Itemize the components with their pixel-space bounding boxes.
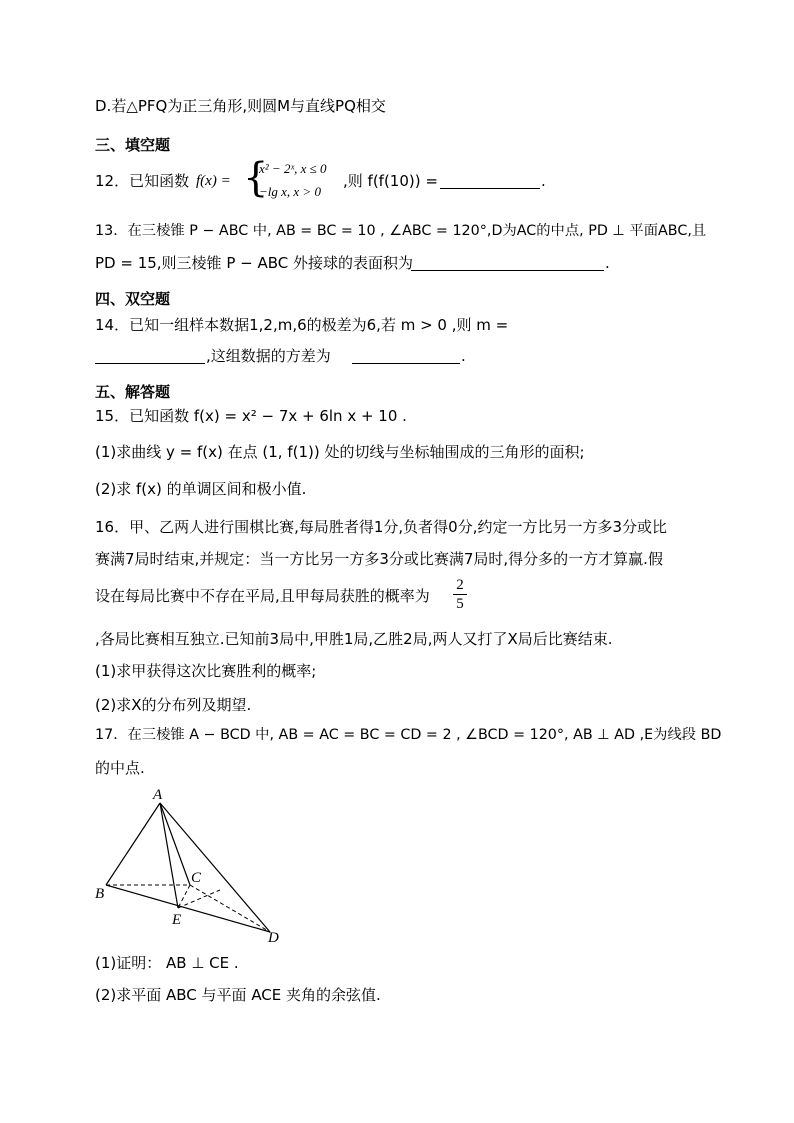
vertex-label-c: C [191,870,202,886]
q16-fraction-numerator: 2 [453,576,467,595]
section-heading-fill-in: 三、填空题 [95,136,171,154]
vertex-label-d: D [268,930,279,945]
q15-part-2: (2)求 f(x) 的单调区间和极小值. [95,480,307,498]
vertex-label-b: B [95,886,105,902]
q15-stem: 15．已知函数 f(x) = x² − 7x + 6ln x + 10 . [95,407,407,425]
q13-answer-blank[interactable] [411,254,604,271]
q12-case-2: −lg x, x > 0 [259,184,321,199]
q12-prefix: 12．已知函数 [95,172,190,190]
q16-line-1: 16．甲、乙两人进行围棋比赛,每局胜者得1分,负者得0分,约定一方比另一方多3分或比 [95,518,668,536]
q14-mid: ,这组数据的方差为 [206,347,331,365]
q16-fraction [453,576,467,613]
edge-bd [106,885,270,932]
q17-part-2: (2)求平面 ABC 与平面 ACE 夹角的余弦值. [95,986,381,1004]
q14-answer-blank-2[interactable] [352,347,460,364]
q14-answer-blank-1[interactable] [95,347,205,364]
q16-fraction-denominator: 5 [456,596,464,612]
vertex-label-e: E [172,912,182,928]
q17-line-1: 17．在三棱锥 A − BCD 中, AB = AC = BC = CD = 2 , ∠BCD = 120°, AB ⊥ AD ,E为线段 BD [95,727,722,743]
section-heading-double-blank: 四、双空题 [95,290,171,308]
edge-ab [106,803,160,885]
section-heading-answer: 五、解答题 [95,383,171,401]
q13-line-1: 13．在三棱锥 P − ABC 中, AB = BC = 10 , ∠ABC = 120°,D为AC的中点, PD ⊥ 平面ABC,且 [95,223,707,239]
tetrahedron-figure [90,785,290,945]
option-d-text: D.若△PFQ为正三角形,则圆M与直线PQ相交 [95,97,386,115]
q13-end: . [605,254,610,272]
q16-part-1: (1)求甲获得这次比赛胜利的概率; [95,662,317,680]
q13-line-2: PD = 15,则三棱锥 P − ABC 外接球的表面积为 [95,254,414,272]
q14-end: . [461,347,466,365]
q12-answer-blank[interactable] [440,172,540,189]
edge-ce-hidden [178,885,190,908]
q17-part-1: (1)证明： AB ⊥ CE . [95,954,239,972]
q12-function-name: f(x) = [196,173,231,189]
edge-cd-hidden [190,885,270,932]
q16-line-4: ,各局比赛相互独立.已知前3局中,甲胜1局,乙胜2局,两人又打了X局后比赛结束. [95,630,613,648]
edge-ae [160,803,178,908]
q12-end: . [541,172,546,190]
q16-line-2: 赛满7局时结束,并规定：当一方比另一方多3分或比赛满7局时,得分多的一方才算赢.假 [95,550,663,568]
q12-suffix: ,则 f(f(10)) = [343,172,438,190]
q12-case-1: x² − 2ˣ, x ≤ 0 [259,161,327,176]
q16-line-3: 设在每局比赛中不存在平局,且甲每局获胜的概率为 [95,587,430,605]
edge-ed-hidden [178,890,220,908]
q17-line-2: 的中点. [95,759,145,777]
q12-brace: { [243,155,269,201]
q14-line-1: 14．已知一组样本数据1,2,m,6的极差为6,若 m > 0 ,则 m = [95,316,509,334]
q15-part-1: (1)求曲线 y = f(x) 在点 (1, f(1)) 处的切线与坐标轴围成的三角形的面积; [95,443,585,461]
edge-ac [160,803,190,885]
q16-part-2: (2)求X的分布列及期望. [95,696,252,714]
vertex-label-a: A [153,787,163,803]
